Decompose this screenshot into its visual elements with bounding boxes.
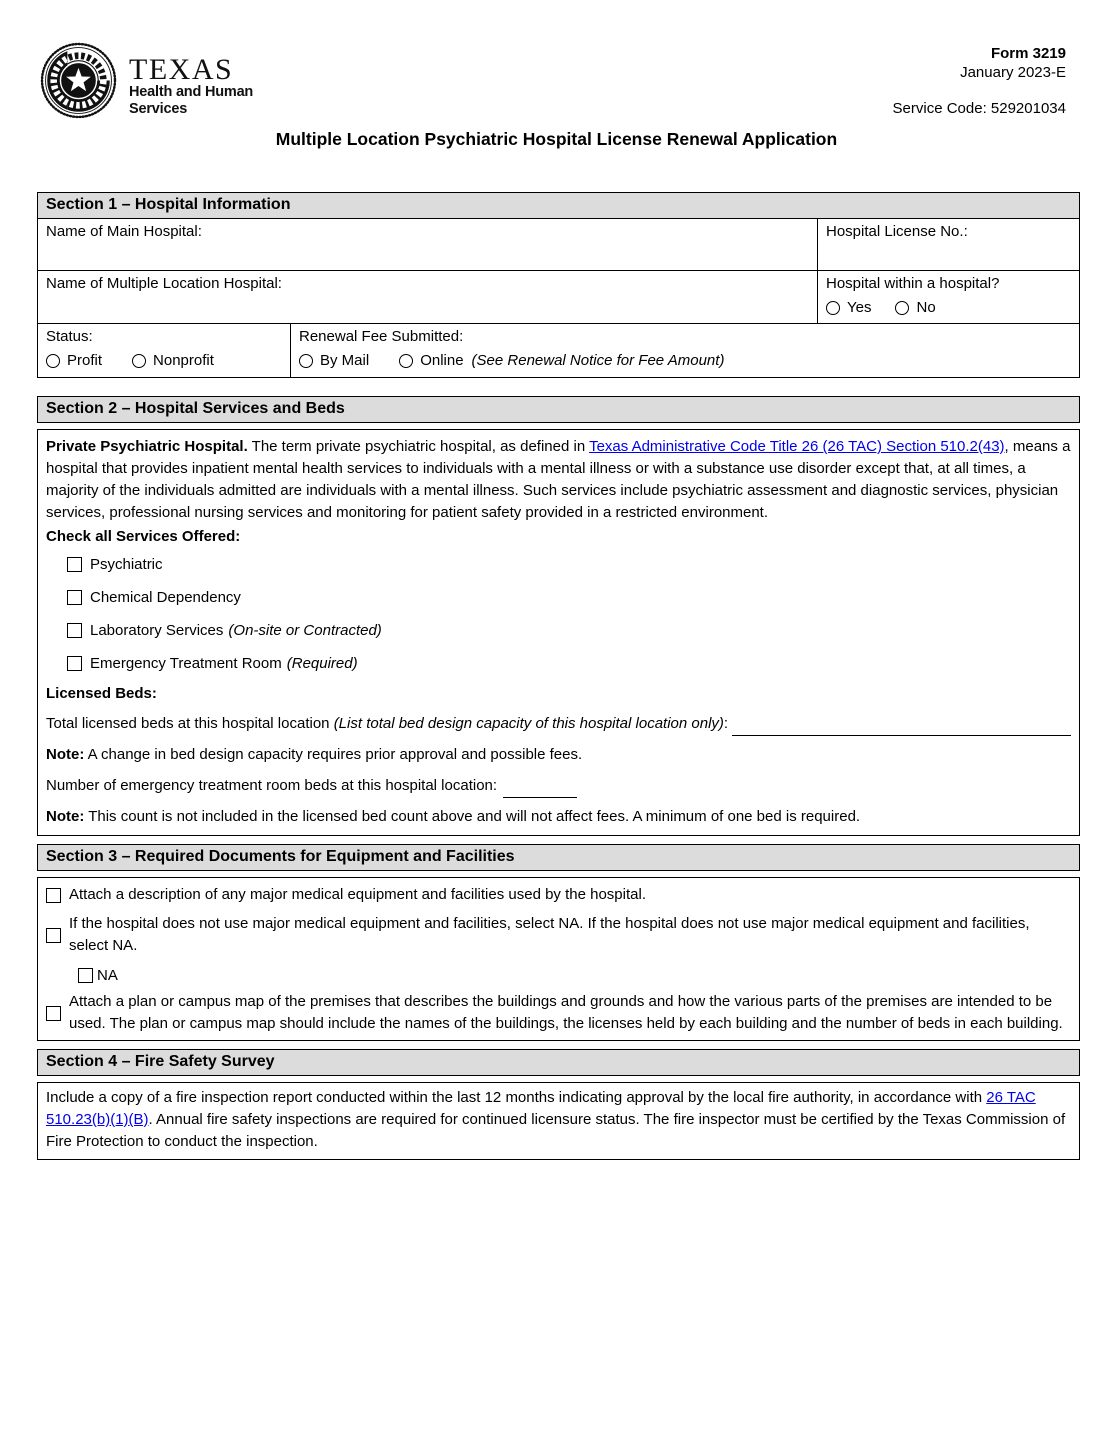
equipment-description-checkbox-icon[interactable] (46, 888, 61, 903)
hospital-license-no-label: Hospital License No.: (826, 223, 968, 240)
fee-by-mail-radio-icon[interactable] (299, 354, 313, 368)
status-profit-option[interactable] (46, 352, 102, 369)
hwh-no-label: No (916, 299, 936, 316)
na-label: NA (97, 966, 118, 984)
chemical-dependency-checkbox-icon[interactable] (67, 590, 82, 605)
logo-brand-text: TEXAS (129, 53, 234, 86)
hospital-within-hospital-label: Hospital within a hospital? (826, 275, 1000, 292)
fire-survey-before-link: Include a copy of a fire inspection report conducted within the last 12 months indicating approval by the local fire authority, in accordance with (46, 1089, 987, 1106)
definition-after-link: , means a hospital that provides inpatient mental health services to individuals with a mental illness or with a substance use disorder except that, at all times, a majority of the individuals admitted are individuals with a mental illness. Such services include psychiatric assessment and diagnostic services, physician services, professional nursing services and monitoring for patient safety provided in a restricted environment. (46, 438, 1071, 521)
fee-by-mail-label: By Mail (320, 352, 370, 369)
hospital-within-hospital-options (826, 299, 1071, 316)
service-option-emergency-treatment-room[interactable] (67, 652, 1071, 674)
tac-510-2-43-link[interactable]: Texas Administrative Code Title 26 (26 TAC) Section 510.2(43) (589, 438, 1005, 455)
fee-online-radio-icon[interactable] (399, 354, 413, 368)
section-2 (37, 396, 1080, 836)
etr-beds-label: Number of emergency treatment room beds at this hospital location: (46, 777, 498, 794)
hospital-within-hospital-field (817, 271, 1079, 323)
form-edition: January 2023-E (960, 64, 1066, 81)
section-3-body (37, 877, 1080, 1041)
section-4-header: Section 4 – Fire Safety Survey (37, 1049, 1080, 1076)
multi-location-hospital-name-label: Name of Multiple Location Hospital: (46, 275, 282, 292)
service-label: Laboratory Services (90, 621, 224, 639)
main-hospital-name-field[interactable] (38, 219, 817, 270)
form-meta (893, 44, 1066, 118)
section-4 (37, 1049, 1080, 1160)
page-header (0, 0, 1113, 192)
total-licensed-beds-input-line[interactable] (732, 724, 1071, 736)
section-1-header: Section 1 – Hospital Information (37, 192, 1080, 219)
etr-count-note (46, 806, 1071, 828)
table-row (38, 323, 1079, 377)
form-content (0, 192, 1113, 1160)
section-3 (37, 844, 1080, 1041)
campus-map-text: Attach a plan or campus map of the premises that describes the buildings and grounds and how the various parts of the premises are intended to be used. The plan or campus map should include the names of the buildings, the licenses held by each building and the number of beds in each building. (69, 993, 1063, 1032)
status-nonprofit-label: Nonprofit (153, 352, 214, 369)
no-equipment-item[interactable] (46, 913, 1071, 957)
status-nonprofit-option[interactable] (132, 352, 214, 369)
private-psychiatric-definition (46, 436, 1071, 524)
fire-survey-after-link: . Annual fire safety inspections are required for continued licensure status. The fire inspector must be certified by the Texas Commission of Fire Protection to conduct the inspection. (46, 1111, 1066, 1150)
hwh-no-radio-icon[interactable] (895, 301, 909, 315)
laboratory-services-checkbox-icon[interactable] (67, 623, 82, 638)
renewal-fee-options (299, 352, 1071, 369)
total-licensed-beds-colon: : (723, 715, 729, 732)
service-note: (On-site or Contracted) (228, 621, 382, 639)
section-4-body (37, 1082, 1080, 1160)
psychiatric-checkbox-icon[interactable] (67, 557, 82, 572)
logo-wordmark (129, 55, 253, 119)
table-row (38, 270, 1079, 323)
hwh-yes-label: Yes (847, 299, 872, 316)
campus-map-item[interactable] (46, 991, 1071, 1035)
service-option-laboratory-services[interactable] (67, 619, 1071, 641)
service-label: Psychiatric (90, 555, 163, 573)
etr-beds-row (46, 775, 1071, 797)
form-number: Form 3219 (990, 45, 1066, 62)
tac-510-23-link[interactable]: 26 TAC 510.23(b)(1)(B) (46, 1089, 1036, 1128)
service-note: (Required) (286, 654, 358, 672)
status-label: Status: (46, 328, 93, 345)
service-label: Emergency Treatment Room (90, 654, 282, 672)
service-code: Service Code: 529201034 (892, 100, 1066, 117)
logo-dept-line1: Health and Human (129, 84, 254, 100)
texas-hhs-logo (40, 42, 253, 119)
campus-map-checkbox-icon[interactable] (46, 1006, 61, 1021)
services-heading: Check all Services Offered: (46, 528, 241, 545)
hwh-no-option[interactable] (895, 299, 935, 316)
note-lead: Note: (46, 808, 85, 825)
renewal-fee-field (290, 324, 1079, 377)
status-profit-radio-icon[interactable] (46, 354, 60, 368)
table-row (38, 219, 1079, 270)
renewal-fee-label: Renewal Fee Submitted: (299, 328, 464, 345)
section-1 (37, 192, 1080, 378)
total-licensed-beds-note: (List total bed design capacity of this hospital location only) (333, 715, 724, 732)
logo-dept-line2: Services (129, 100, 188, 117)
definition-before-link: The term private psychiatric hospital, as defined in (247, 438, 590, 455)
main-hospital-name-label: Name of Main Hospital: (46, 223, 202, 240)
total-licensed-beds-row (46, 713, 1071, 735)
form-title: Multiple Location Psychiatric Hospital License Renewal Application (275, 129, 838, 149)
bed-capacity-note (46, 744, 1071, 766)
service-option-chemical-dependency[interactable] (67, 586, 1071, 608)
status-nonprofit-radio-icon[interactable] (132, 354, 146, 368)
section-1-table (37, 219, 1080, 378)
fee-note: (See Renewal Notice for Fee Amount) (471, 352, 725, 369)
status-field (38, 324, 290, 377)
total-licensed-beds-label: Total licensed beds at this hospital location (46, 715, 330, 732)
hospital-license-no-field[interactable] (817, 219, 1079, 270)
note-text: A change in bed design capacity requires prior approval and possible fees. (84, 746, 583, 763)
fee-by-mail-option[interactable] (299, 352, 369, 369)
fee-online-option[interactable] (399, 352, 463, 369)
note-text: This count is not included in the licensed bed count above and will not affect fees. A minimum of one bed is required. (84, 808, 861, 825)
equipment-description-item[interactable] (46, 884, 1071, 906)
hwh-yes-option[interactable] (826, 299, 871, 316)
note-lead: Note: (46, 746, 85, 763)
section-2-header: Section 2 – Hospital Services and Beds (37, 396, 1080, 423)
service-label: Chemical Dependency (90, 588, 241, 606)
definition-lead: Private Psychiatric Hospital. (46, 438, 248, 455)
no-equipment-checkbox-icon[interactable] (46, 928, 61, 943)
fee-online-label: Online (420, 352, 464, 369)
na-option[interactable] (78, 964, 1071, 986)
equipment-description-text: Attach a description of any major medical equipment and facilities used by the hospital. (69, 886, 646, 903)
hwh-yes-radio-icon[interactable] (826, 301, 840, 315)
emergency-treatment-room-checkbox-icon[interactable] (67, 656, 82, 671)
no-equipment-text: If the hospital does not use major medical equipment and facilities, select NA. If the hospital does not use major medical equipment and facilities, select NA. (69, 915, 1030, 954)
section-3-header: Section 3 – Required Documents for Equipment and Facilities (37, 844, 1080, 871)
status-profit-label: Profit (67, 352, 103, 369)
na-checkbox-icon[interactable] (78, 968, 93, 983)
service-option-psychiatric[interactable] (67, 553, 1071, 575)
multi-location-hospital-name-field[interactable] (38, 271, 817, 323)
licensed-beds-heading: Licensed Beds: (46, 685, 157, 702)
texas-hhs-seal-icon (40, 42, 117, 119)
etr-beds-input-line[interactable] (503, 786, 577, 798)
section-2-body (37, 429, 1080, 836)
status-options (46, 352, 282, 369)
